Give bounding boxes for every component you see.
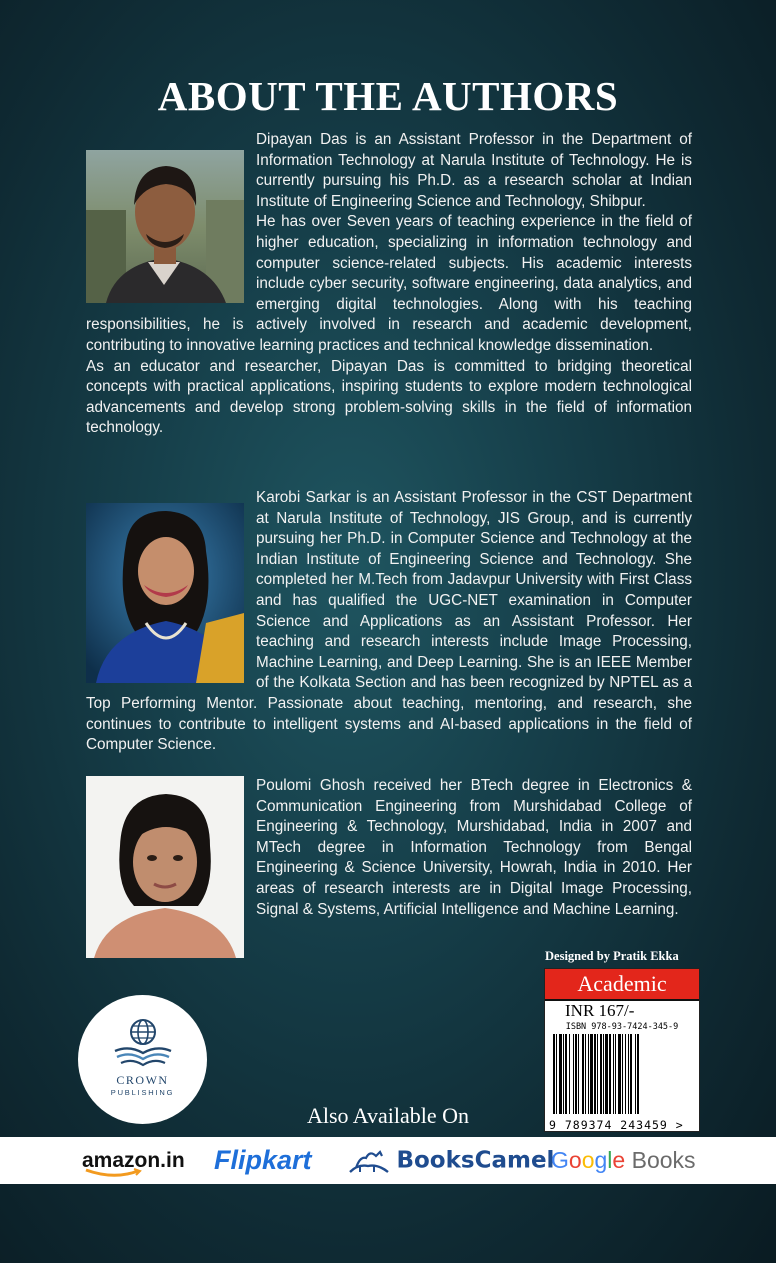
barcode-stripe — [622, 1034, 623, 1114]
author-bio-dipayan-das — [86, 130, 692, 439]
isbn-label: ISBN 978-93-7424-345-9 — [565, 1022, 679, 1032]
globe-book-icon — [111, 1017, 175, 1071]
also-available-heading: Also Available On — [306, 1103, 470, 1128]
google-books-logo[interactable] — [551, 1137, 696, 1184]
google-books-label: Google Books — [551, 1147, 696, 1173]
publisher-subtitle: PUBLISHING — [110, 1088, 175, 1097]
bio-paragraph: Dipayan Das is an Assistant Professor in the Department of Information Technology at Narula Institute of Technology. He is currently pursuing his Ph.D. as a research scholar at Indian Institute of Engineering Science and Technology, Shibpur. — [256, 131, 692, 210]
barcode-stripe — [582, 1034, 584, 1114]
designer-credit: Designed by Pratik Ekka — [545, 949, 679, 963]
author-bio-poulomi-ghosh — [86, 776, 692, 962]
bio-paragraph: Karobi Sarkar is an Assistant Professor in the CST Department at Narula Institute of Technology, JIS Group, and is currently pursuing her Ph.D. in Computer Science and Technology at the Indian Institute of Engineering Science and Technology. She completed her M.Tech from Jadavpur University with First Class and has qualified the UGC-NET examination in Computer Science and Applications as an Assistant Professor. Her teaching and research interests include Image Processing, Machine Learning, and Deep Learning. She is an IEEE Member of the Kolkata Section and has been recognized by NPTEL as a Top Performing Mentor. Passionate about teaching, mentoring, and research, she continues to contribute to intelligent systems and AI-based applications in the field of Computer Science. — [86, 489, 692, 754]
amazon-label: amazon.in — [82, 1149, 185, 1172]
barcode-stripe — [594, 1034, 596, 1114]
barcode-stripe — [590, 1034, 593, 1114]
barcode-stripe — [618, 1034, 621, 1114]
barcode-stripe — [630, 1034, 632, 1114]
barcode-stripe — [578, 1034, 579, 1114]
barcode-stripe — [556, 1034, 557, 1114]
barcode-stripe — [588, 1034, 589, 1114]
barcode-stripe — [569, 1034, 570, 1114]
bookscamel-logo[interactable] — [346, 1137, 554, 1184]
barcode-stripe — [605, 1034, 608, 1114]
author-bio-karobi-sarkar — [86, 488, 692, 756]
flipkart-label: Flipkart — [214, 1145, 312, 1175]
barcode-stripe — [553, 1034, 555, 1114]
barcode-stripe — [615, 1034, 616, 1114]
amazon-logo[interactable] — [82, 1137, 185, 1184]
publisher-name: CROWN — [116, 1073, 169, 1087]
bio-paragraph: Poulomi Ghosh received her BTech degree in Electronics & Communication Engineering from Murshidabad College of Engineering & Technology, Murshidabad, India in 2007 and MTech degree in Information Technology from Bengal Engineering & Science University, Howrah, India in 2010. Her areas of research interests are in Digital Image Processing, Signal & Systems, Artificial Intelligence and Machine Learning. — [256, 777, 692, 918]
barcode-stripe — [600, 1034, 602, 1114]
bio-paragraph: As an educator and researcher, Dipayan Das is committed to bridging theoretical concepts with practical applications, inspiring students to explore modern technological advancements and develop strong problem-solving skills in the field of information technology. — [86, 357, 692, 437]
genre-label: Academic — [545, 969, 699, 1001]
bookscamel-label: BooksCamel — [396, 1147, 555, 1174]
barcode-stripe — [559, 1034, 562, 1114]
page-title: ABOUT THE AUTHORS — [157, 73, 619, 119]
bio-paragraph: He has over Seven years of teaching experience in the field of higher education, specializing in information technology and computer science-related subjects. His academic interests include cyber security, software engineering, data analytics, and emerging digital technologies. Along with his teaching responsibilities, he is actively involved in research and academic development, contributing to innovative learning practices and technical knowledge dissemination. — [86, 213, 692, 354]
price-label: INR 167/- — [565, 1001, 635, 1020]
barcode-stripe — [609, 1034, 611, 1114]
author-photo-poulomi-ghosh — [86, 776, 244, 958]
amazon-smile-icon — [84, 1168, 144, 1178]
barcode-number: 9 789374 243459 > — [549, 1118, 684, 1132]
flipkart-logo[interactable] — [214, 1137, 312, 1184]
barcode-stripe — [565, 1034, 567, 1114]
author-photo-karobi-sarkar — [86, 503, 244, 683]
barcode-stripe — [625, 1034, 626, 1114]
barcode-stripe — [585, 1034, 586, 1114]
camel-icon — [346, 1146, 392, 1176]
barcode-stripe — [575, 1034, 577, 1114]
barcode-stripe — [637, 1034, 639, 1114]
barcode-stripe — [635, 1034, 636, 1114]
barcode-stripe — [603, 1034, 604, 1114]
barcode-stripe — [563, 1034, 564, 1114]
barcode-stripe — [573, 1034, 574, 1114]
barcode-bars — [549, 1034, 695, 1114]
barcode-stripe — [597, 1034, 598, 1114]
store-logos-bar — [0, 1137, 776, 1184]
barcode-stripe — [628, 1034, 629, 1114]
author-photo-dipayan-das — [86, 150, 244, 303]
barcode-stripe — [613, 1034, 614, 1114]
